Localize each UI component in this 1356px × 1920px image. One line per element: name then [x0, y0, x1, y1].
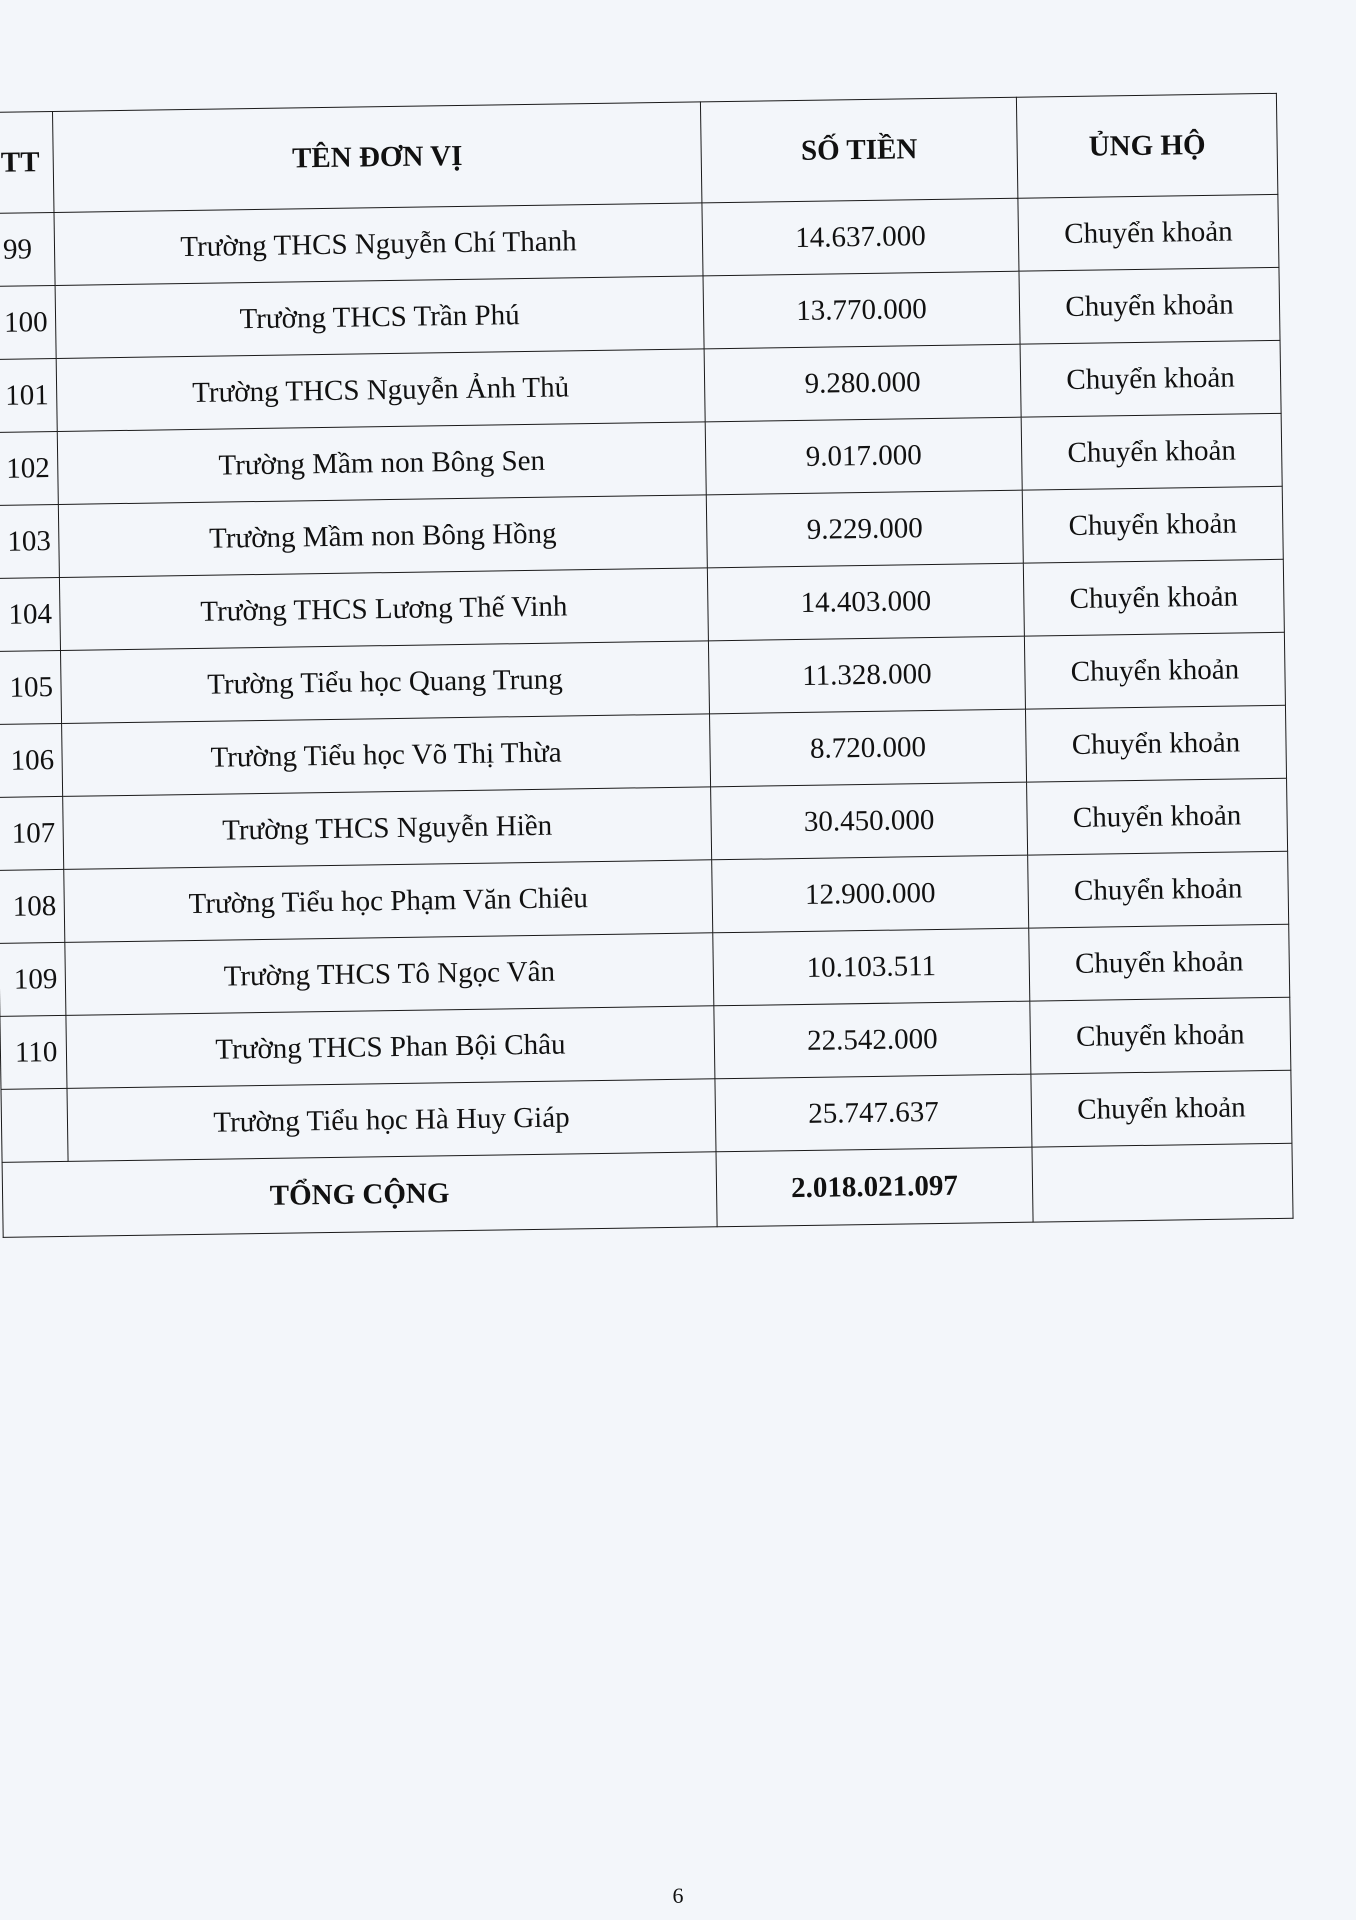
- row-amount: 8.720.000: [710, 709, 1027, 787]
- row-name: Trường Mầm non Bông Sen: [57, 422, 706, 505]
- row-amount: 11.328.000: [708, 636, 1025, 714]
- row-support: Chuyển khoản: [1025, 705, 1286, 782]
- donation-table: [0, 93, 1294, 1238]
- row-stt: 103: [0, 504, 59, 578]
- row-support: Chuyển khoản: [1028, 851, 1289, 928]
- row-support: Chuyển khoản: [1027, 778, 1288, 855]
- row-name: Trường THCS Phan Bội Châu: [66, 1006, 715, 1089]
- total-amount: 2.018.021.097: [716, 1147, 1033, 1227]
- row-name: Trường THCS Nguyễn Ảnh Thủ: [56, 349, 705, 432]
- row-support: Chuyển khoản: [1031, 1070, 1292, 1147]
- row-support: Chuyển khoản: [1019, 267, 1280, 344]
- row-amount: 14.403.000: [707, 563, 1024, 641]
- row-name: Trường Mầm non Bông Hồng: [58, 495, 707, 578]
- row-amount: 25.747.637: [715, 1074, 1032, 1152]
- row-name: Trường Tiểu học Phạm Văn Chiêu: [64, 860, 713, 943]
- row-stt: 109: [0, 942, 66, 1016]
- row-amount: 22.542.000: [714, 1001, 1031, 1079]
- row-stt: 105: [0, 650, 62, 724]
- row-name: Trường THCS Nguyễn Chí Thanh: [54, 203, 703, 286]
- row-amount: 30.450.000: [711, 782, 1028, 860]
- total-label: TỔNG CỘNG: [2, 1152, 717, 1238]
- row-support: Chuyển khoản: [1029, 924, 1290, 1001]
- header-amount: SỐ TIỀN: [700, 97, 1017, 203]
- row-amount: 14.637.000: [702, 198, 1019, 276]
- page-number: 6: [672, 1883, 684, 1908]
- donation-table-wrapper: [0, 93, 1293, 1238]
- row-stt: 100: [0, 285, 56, 359]
- row-stt: 101: [0, 358, 57, 432]
- row-support: Chuyển khoản: [1023, 559, 1284, 636]
- table-header-row: [0, 93, 1278, 213]
- row-stt: 107: [0, 796, 64, 870]
- row-stt: 99: [0, 213, 55, 287]
- header-support: ỦNG HỘ: [1016, 93, 1277, 198]
- row-stt: [1, 1088, 68, 1162]
- row-stt: 104: [0, 577, 60, 651]
- total-support: [1032, 1143, 1293, 1222]
- header-stt: TT: [0, 112, 54, 214]
- row-name: Trường THCS Lương Thế Vinh: [59, 568, 708, 651]
- row-stt: 106: [0, 723, 63, 797]
- row-amount: 9.280.000: [704, 344, 1021, 422]
- row-support: Chuyển khoản: [1020, 340, 1281, 417]
- row-stt: 102: [0, 431, 58, 505]
- row-stt: 110: [0, 1015, 67, 1089]
- row-amount: 13.770.000: [703, 271, 1020, 349]
- row-support: Chuyển khoản: [1024, 632, 1285, 709]
- row-stt: 108: [0, 869, 65, 943]
- row-support: Chuyển khoản: [1030, 997, 1291, 1074]
- row-name: Trường Tiểu học Võ Thị Thừa: [62, 714, 711, 797]
- row-name: Trường THCS Nguyễn Hiền: [63, 787, 712, 870]
- row-amount: 12.900.000: [712, 855, 1029, 933]
- row-amount: 9.229.000: [706, 490, 1023, 568]
- row-amount: 10.103.511: [713, 928, 1030, 1006]
- table-body: [0, 194, 1293, 1237]
- row-support: Chuyển khoản: [1018, 194, 1279, 271]
- header-name: TÊN ĐƠN VỊ: [53, 102, 702, 213]
- row-amount: 9.017.000: [705, 417, 1022, 495]
- row-name: Trường THCS Tô Ngọc Vân: [65, 933, 714, 1016]
- row-name: Trường Tiểu học Quang Trung: [60, 641, 709, 724]
- row-support: Chuyển khoản: [1021, 413, 1282, 490]
- row-name: Trường THCS Trần Phú: [55, 276, 704, 359]
- row-support: Chuyển khoản: [1022, 486, 1283, 563]
- row-name: Trường Tiểu học Hà Huy Giáp: [67, 1079, 716, 1162]
